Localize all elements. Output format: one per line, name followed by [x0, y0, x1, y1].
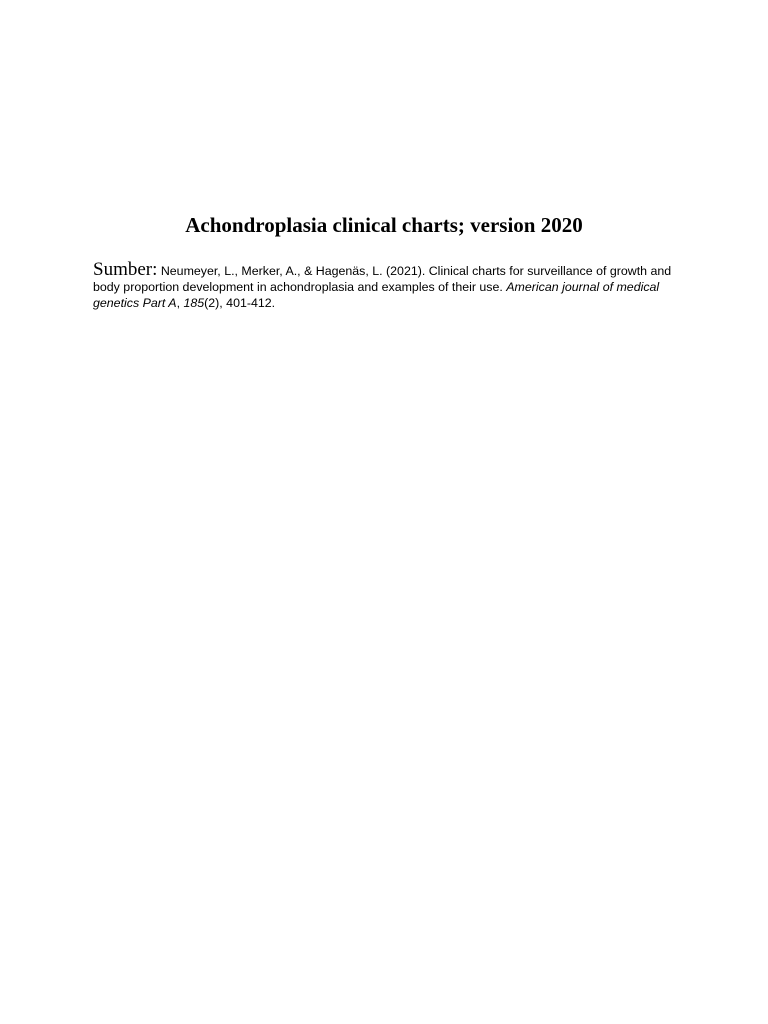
citation-authors-text: Neumeyer, L., Merker, A., & Hagenäs, L. (2021). Clinical charts for surveillance of growth and body proportion development in achondroplasia and examples of their use. [93, 264, 672, 294]
citation-journal: American journal of medical genetics Part A [93, 280, 660, 310]
citation-volume: 185 [183, 296, 205, 310]
source-citation [93, 259, 673, 311]
citation-issue-pages: (2), 401-412. [204, 296, 276, 310]
document-title: Achondroplasia clinical charts; version 2020 [185, 213, 583, 237]
source-label: Sumber: [93, 259, 158, 280]
citation-separator: , [176, 296, 184, 310]
